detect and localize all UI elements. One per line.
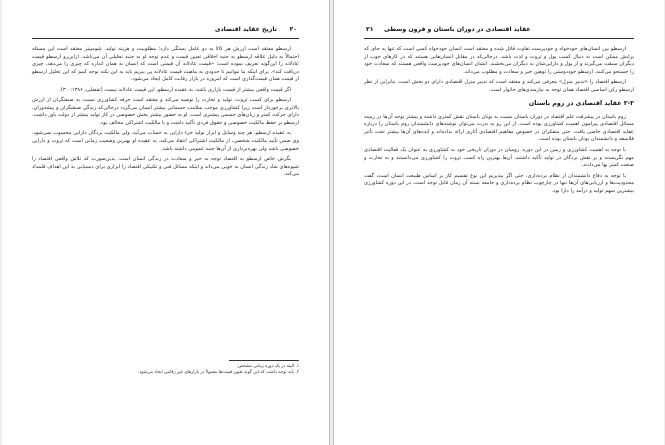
paragraph: با توجه به دفاع دانشمندان از نظام برده‌داری، حتی اگر بپذیریم این نوع تقسیم کار بر اساس طبیعت انسان است، گفت محدودیت‌ها و ارزیابی‌های آن‌ها تنها در چارچوب نظام برده‌داری و جامعه بسته آن زمان قابل توجه است. در این دوره کشاورزی بیشترین سهم تولید و درآمد را دارا بود.	[364, 172, 634, 194]
paragraph: با توجه به اهمیت کشاورزی و زمین در این دوره، رومیان در دوران تاریخی خود به کشاورزی به عنوان یک فعالیت اقتصادی مهم نگریستند و بر نقش بردگان در تولید تأکید داشتند. آن‌ها بهترین راه کسب ثروت را کشاورزی می‌دانستند و به تجارت و صنعت کمتر بها می‌دادند.	[364, 147, 634, 169]
running-head-title: عقاید اقتصادی در دوران باستان و قرون وسطی	[384, 26, 531, 33]
left-page	[2, 0, 330, 445]
paragraph: روم باستان در پیشرفت علم اقتصاد در دوران باستان نسبت به یونان باستان نقش کمتری داشته و بیشتر توجه آن‌ها در زمینه مسائل اقتصادی پیرامون اهمیت کشاورزی بوده است. از این رو به ندرت می‌توان نوشته‌های دانشمندان روم باستان را درباره عقاید اقتصادی خاصی یافت. حتی متفکران در خصوص مفاهیم اقتصادی آثاری ارائه نداده‌اند و ایده‌های آن‌ها بیشتر تحت تأثیر فلاسفه و دانشمندان یونان باستان بوده است.	[364, 113, 634, 143]
paragraph: ارسطو اقتصاد را «تدبیر منزل» معرفی می‌کند و معتقد است که تدبیر منزل اقتصادی دارای دو بخش است. بنابراین از نظر ارسطو رکن اساسی اقتصاد همان توجه به نیازمندی‌های خانوار است.	[364, 79, 634, 93]
paragraph: اگر قیمت واقعی بیشتر از قیمت بازاری باشد، به عقیده ارسطو، این قیمت عادلانه نیست (تفضلی، ۱۳۸۶: ۳۰).	[59, 86, 291, 93]
running-head	[364, 24, 634, 39]
section-heading: ۲-۲ عقاید اقتصادی در روم باستان	[528, 100, 634, 108]
paragraph: به عقیده ارسطو، هر چند وسایل و ابزار تولید جزء دارایی به حساب می‌آید، ولی مالکیت بردگان دارایی محسوب نمی‌شود. وی ضمن تأیید مالکیت شخصی، از مالکیت اشتراکی انتقاد می‌کند. به عقیده او بهترین وضعیت زمانی است که ثروت و دارایی خصوصی باشد ولی بهره‌برداری از آن‌ها جنبه عمومی داشته باشد.	[32, 130, 299, 152]
paragraph: نگرش خاص ارسطو به اقتصاد توجه به خیر و سعادت در زندگی انسان است. بدین‌صورت که تلاش واقعی اقتصاد را شیوه‌های شاد زندگی انسان به خوبی می‌داند و اینکه مسائل فنی و تکنیکی اقتصاد را ابزاری برای دستیابی به این اهداف قلمداد می‌کند.	[32, 156, 299, 178]
paragraph: ارسطو معتقد است ارزش هر کالا به دو عامل بستگی دارد: مطلوبیت و هزینه تولید. شومپیتر معتقد است این مسئله احتمالاً به دلیل علاقه ارسطو به جنبه اخلاقی تعیین قیمت و عدم توجه او به جنبه تحلیلی آن می‌باشد. ازاین‌رو ارسطو قیمت عادلانه را این‌گونه تعریف نموده است: «قیمت عادلانه آن قیمتی است که انسان به همان اندازه که چیزی را می‌دهد، چیزی دریافت کند». برای اینکه ما بتوانیم تا حدودی به ماهیت قیمت عادلانه پی ببریم باید به این نکته توجه کنیم که این تحلیل ارسطو از قیمت همان قیمت‌گذاری است که امروزه در بازار رقابت کامل ایجاد می‌شود.	[32, 46, 299, 83]
body-text	[364, 46, 634, 198]
body-text	[32, 46, 299, 182]
paragraph: ارسطو برای کسب ثروت، تولید و تجارت را توصیه می‌کند و معتقد است حرفه کشاورزی نسبت به صنعتگران از ارزش بالاتری برخوردار است زیرا کشاورزی موجب سلامت جسمانی بیشتر انسان می‌گردد درحالی‌که زندگی صنعتگران و پیشه‌وران، دارای حرکت کمتر و زیان‌های جسمی بیشتری است. او به حضور بیشتر بخش خصوصی در کار تولید بیشتر از دولت باور داشت. ارسطو بر حفظ مالکیت خصوصی و حقوق فردی تأکید داشت و با مالکیت اشتراکی مخالف بود.	[32, 97, 299, 126]
footnote: ۲. باید توجه داشت که این گونه تعیین قیمت‌ها معمولاً در بازارهای غیر رقابتی ایجاد می‌شود.	[137, 370, 299, 375]
footnote-rule	[229, 360, 299, 361]
running-head-title: تاریخ عقاید اقتصادی	[214, 26, 277, 33]
right-page	[333, 0, 664, 445]
page-number: ۲۱	[366, 26, 374, 33]
paragraph: ارسطو بین انسان‌های خودخواه و خودپرست تفاوت قائل شده و معتقد است انسان خودخواه کسی است که تنها به جای که برایش ممکن است به دنبال کسب پول و ثروت و لذت باشد. درحالی‌که در مقابل انسان‌هایی هستند که در کارهای خوب از دیگران سبقت می‌گیرند و از پول و دارایی‌شان به دیگران می‌بخشند. ایشان انسان‌های خودپرست واقعی هستند که سعادت خود را جستجو می‌کنند. ارسطو خوددوستی را توهین خیر و سعادت و مطلوب می‌داند.	[364, 46, 634, 75]
footnotes	[32, 364, 299, 376]
running-head	[32, 24, 299, 39]
footnote: ۱. البته در یک دوره زمانی مشخص.	[236, 364, 299, 369]
page-number: ۲۰	[289, 26, 297, 33]
